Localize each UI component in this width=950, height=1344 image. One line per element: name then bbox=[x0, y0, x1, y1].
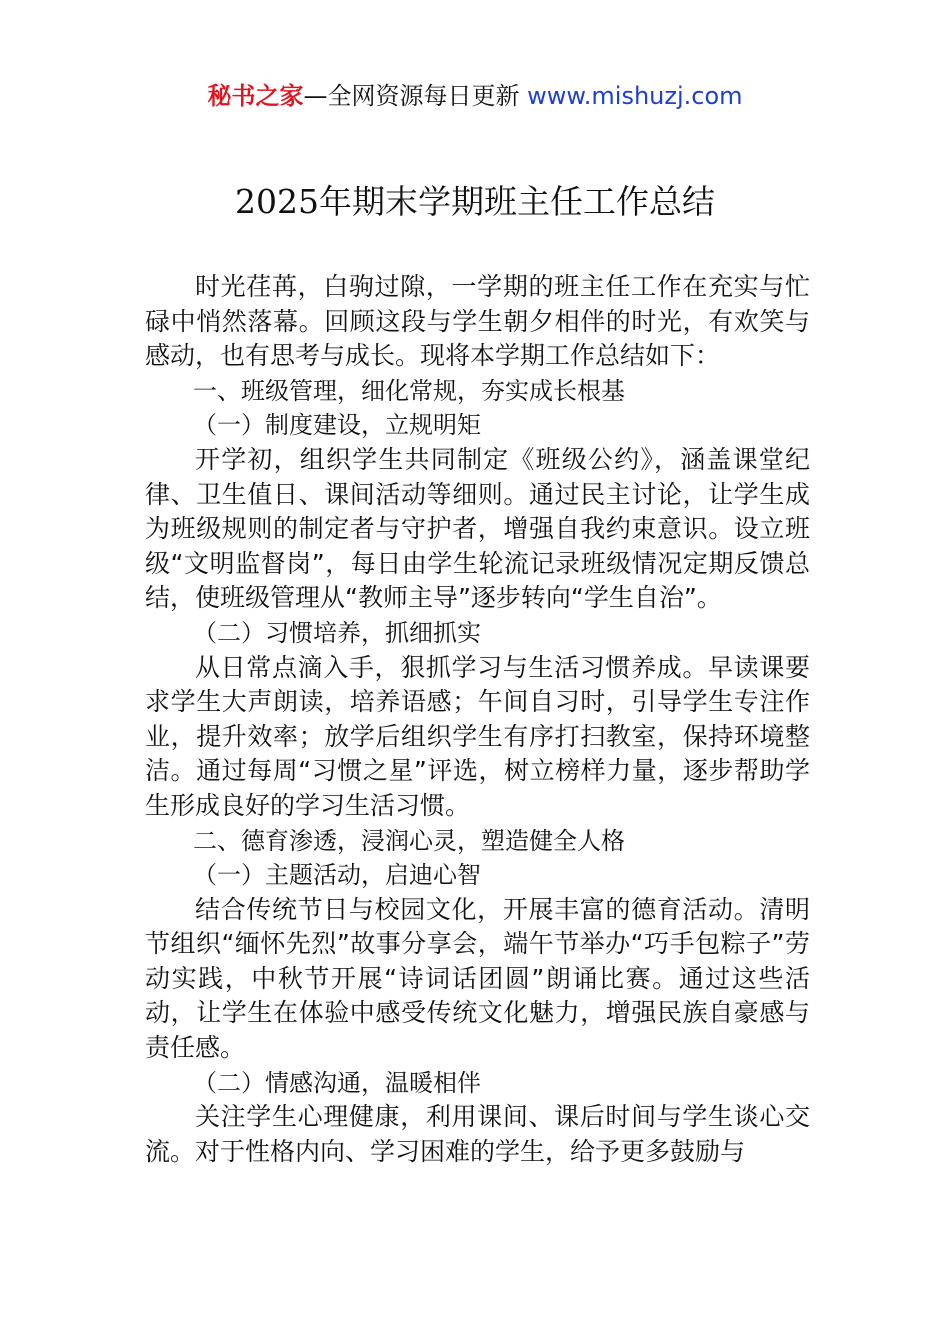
paragraph-2-2: 关注学生心理健康，利用课间、课后时间与学生谈心交流。对于性格内向、学习困难的学生，给予更多鼓励与 bbox=[145, 1102, 810, 1166]
subsection-heading-1-2: （二）习惯培养，抓细抓实 bbox=[193, 618, 481, 647]
section-heading-1: 一、班级管理，细化常规，夯实成长根基 bbox=[193, 376, 625, 405]
document-title: 2025年期末学期班主任工作总结 bbox=[235, 182, 715, 221]
subsection-heading-1-1: （一）制度建设，立规明矩 bbox=[193, 411, 481, 440]
paragraph-1-2: 从日常点滴入手，狠抓学习与生活习惯养成。早读课要求学生大声朗读，培养语感；午间自习时，引导学生专注作业，提升效率；放学后组织学生有序打扫教室，保持环境整洁。通过每周“习惯之星”评选，树立榜样力量，逐步帮助学生形成良好的学习生活习惯。 bbox=[145, 652, 810, 820]
site-url-link[interactable]: www.mishuzj.com bbox=[527, 82, 743, 110]
paragraph-2-1: 结合传统节日与校园文化，开展丰富的德育活动。清明节组织“缅怀先烈”故事分享会，端午节举办“巧手包粽子”劳动实践，中秋节开展“诗词话团圆”朗诵比赛。通过这些活动，让学生在体验中感受传统文化魅力，增强民族自豪感与责任感。 bbox=[145, 894, 810, 1063]
subsection-heading-2-1: （一）主题活动，启迪心智 bbox=[193, 861, 481, 890]
site-header bbox=[0, 80, 950, 112]
document-body bbox=[145, 270, 810, 1169]
section-heading-2: 二、德育渗透，浸润心灵，塑造健全人格 bbox=[193, 826, 625, 855]
site-brand: 秘书之家 bbox=[207, 82, 304, 110]
subsection-heading-2-2: （二）情感沟通，温暖相伴 bbox=[193, 1068, 481, 1097]
paragraph-intro: 时光荏苒，白驹过隙，一学期的班主任工作在充实与忙碌中悄然落幕。回顾这段与学生朝夕相伴的时光，有欢笑与感动，也有思考与成长。现将本学期工作总结如下： bbox=[145, 272, 810, 371]
paragraph-1-1: 开学初，组织学生共同制定《班级公约》，涵盖课堂纪律、卫生值日、课间活动等细则。通过民主讨论，让学生成为班级规则的制定者与守护者，增强自我约束意识。设立班级“文明监督岗”，每日由学生轮流记录班级情况定期反馈总结，使班级管理从“教师主导”逐步转向“学生自治”。 bbox=[145, 444, 810, 613]
site-tagline: —全网资源每日更新 bbox=[303, 82, 520, 110]
